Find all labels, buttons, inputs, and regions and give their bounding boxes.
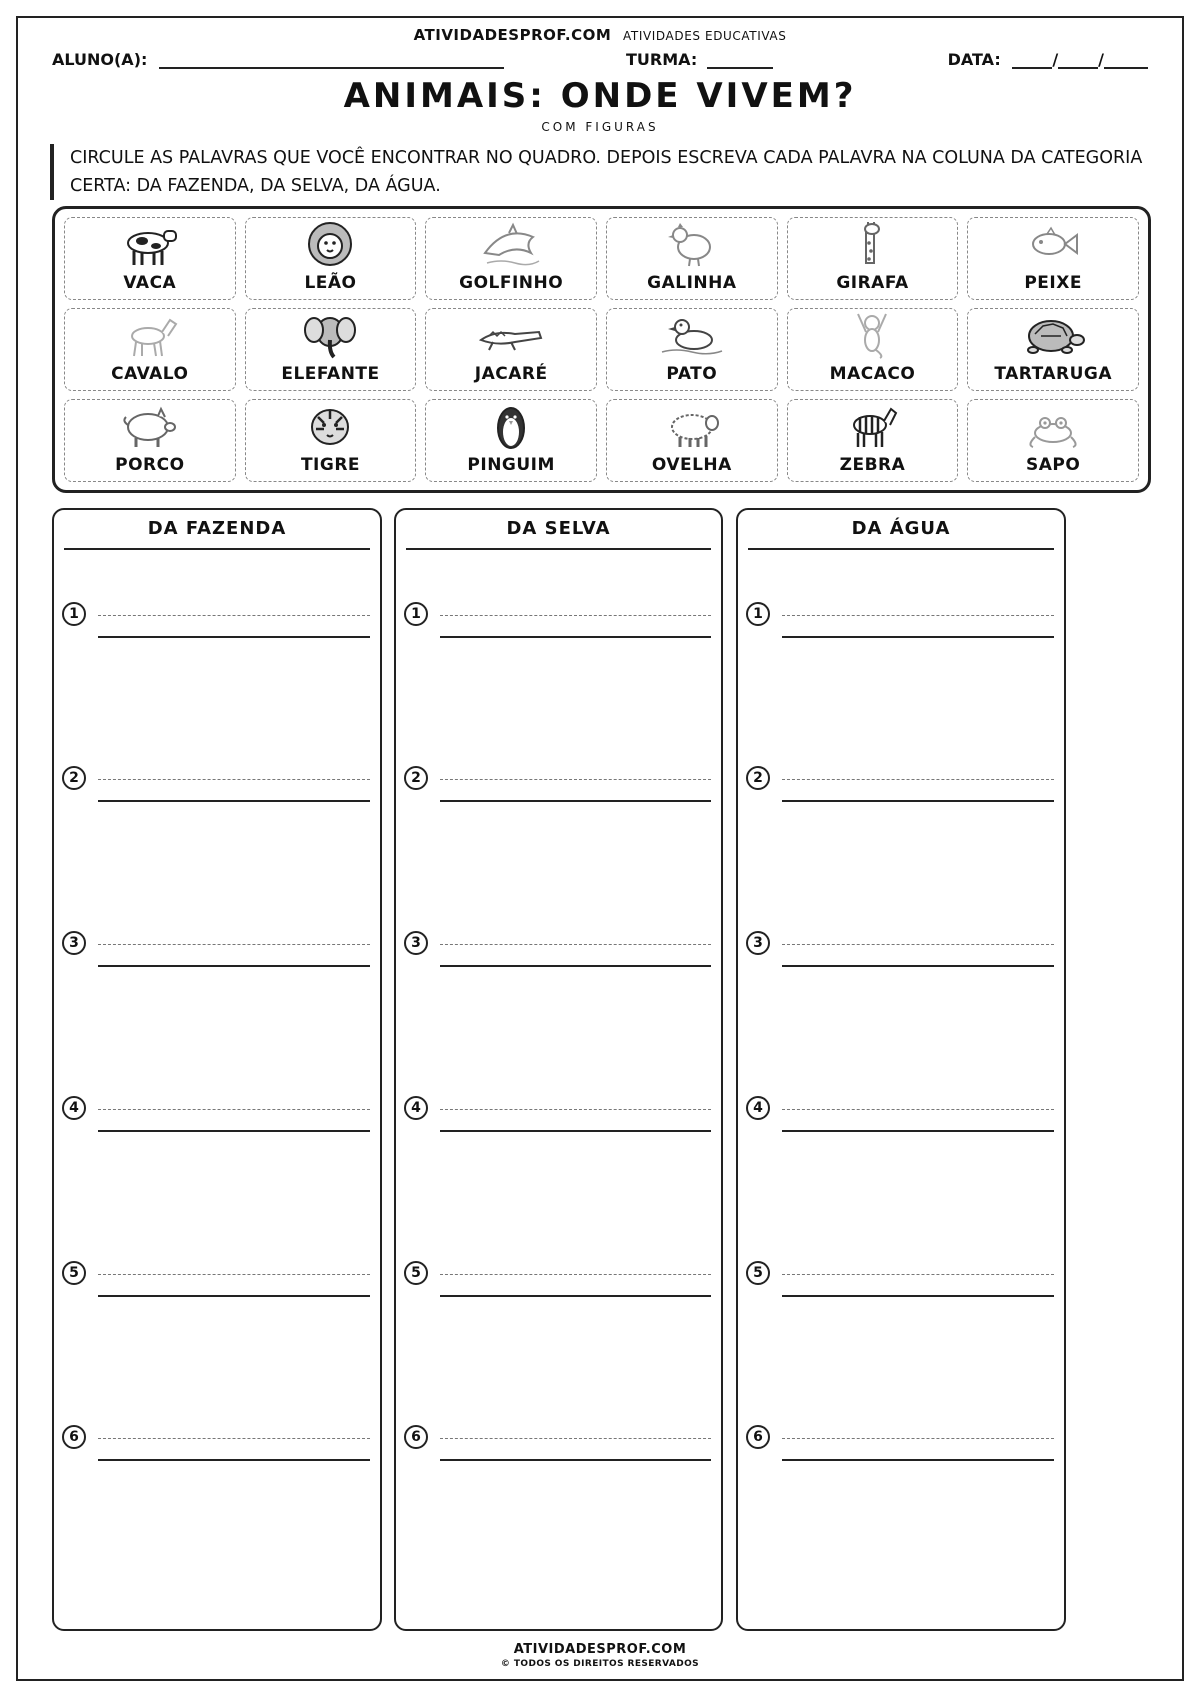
line-number-badge: 6 (62, 1425, 86, 1449)
footer-site: ATIVIDADESPROF.COM (513, 1642, 687, 1657)
zebra-icon (836, 401, 908, 451)
writing-baseline (440, 1295, 711, 1297)
answer-line[interactable] (62, 1096, 370, 1136)
answer-line[interactable] (404, 602, 711, 642)
monkey-icon (836, 310, 908, 360)
writing-baseline (440, 1130, 711, 1132)
answer-line[interactable] (746, 931, 1054, 971)
answer-line[interactable] (746, 1425, 1054, 1465)
line-number-badge: 4 (62, 1096, 86, 1120)
answer-line[interactable] (62, 931, 370, 971)
animal-word[interactable]: ZEBRA (839, 455, 906, 475)
date-separator: / (1098, 50, 1104, 69)
animal-card[interactable] (787, 399, 959, 482)
dashed-guide-line (98, 615, 370, 616)
student-label: ALUNO(A): (52, 50, 148, 69)
animal-word[interactable]: ELEFANTE (281, 364, 380, 384)
penguin-icon (475, 401, 547, 451)
page-title: ANIMAIS: ONDE VIVEM? (343, 76, 857, 116)
animal-card[interactable] (64, 308, 236, 391)
date-year-input[interactable] (1104, 51, 1148, 69)
line-number-badge: 6 (746, 1425, 770, 1449)
site-header (18, 26, 1182, 44)
animal-card[interactable] (606, 308, 778, 391)
writing-baseline (782, 800, 1054, 802)
line-number-badge: 1 (746, 602, 770, 626)
duck-icon (656, 310, 728, 360)
dashed-guide-line (782, 944, 1054, 945)
writing-baseline (782, 636, 1054, 638)
line-number-badge: 5 (746, 1261, 770, 1285)
category-title-underline (64, 548, 370, 550)
animal-word[interactable]: MACACO (829, 364, 916, 384)
writing-baseline (98, 1130, 370, 1132)
dashed-guide-line (440, 1274, 711, 1275)
animal-word[interactable]: PORCO (115, 455, 185, 475)
date-field (948, 50, 1148, 69)
answer-line[interactable] (404, 1425, 711, 1465)
animal-card[interactable] (967, 308, 1139, 391)
answer-line[interactable] (404, 1096, 711, 1136)
answer-line[interactable] (746, 1261, 1054, 1301)
animal-card[interactable] (425, 217, 597, 300)
animal-word[interactable]: TARTARUGA (994, 364, 1113, 384)
date-month-input[interactable] (1058, 51, 1098, 69)
instruction-text: CIRCULE AS PALAVRAS QUE VOCÊ ENCONTRAR NO QUADRO. DEPOIS ESCREVA CADA PALAVRA NA COLUNA DA CATEGORIA CERTA: DA FAZENDA, DA SELVA, DA ÁGUA. (50, 144, 1150, 200)
line-number-badge: 3 (62, 931, 86, 955)
animal-card[interactable] (606, 399, 778, 482)
answer-line[interactable] (62, 1261, 370, 1301)
page-subtitle: COM FIGURAS (541, 120, 659, 134)
page-footer (18, 1642, 1182, 1669)
writing-baseline (782, 1295, 1054, 1297)
writing-baseline (782, 1459, 1054, 1461)
answer-line[interactable] (62, 766, 370, 806)
line-number-badge: 1 (62, 602, 86, 626)
animal-word[interactable]: TIGRE (300, 455, 361, 475)
answer-line[interactable] (404, 1261, 711, 1301)
animal-card[interactable] (787, 217, 959, 300)
animal-card[interactable] (64, 399, 236, 482)
category-column (52, 508, 382, 1631)
dashed-guide-line (440, 1109, 711, 1110)
animal-word[interactable]: LEÃO (304, 273, 357, 293)
animal-card[interactable] (967, 399, 1139, 482)
dashed-guide-line (782, 1274, 1054, 1275)
dashed-guide-line (440, 615, 711, 616)
animal-word-grid (52, 206, 1151, 493)
category-columns (52, 508, 1151, 1631)
answer-line[interactable] (746, 1096, 1054, 1136)
animal-card[interactable] (606, 217, 778, 300)
writing-baseline (782, 1130, 1054, 1132)
animal-word[interactable]: CAVALO (111, 364, 189, 384)
category-title: DA SELVA (506, 518, 611, 539)
line-number-badge: 6 (404, 1425, 428, 1449)
writing-baseline (440, 800, 711, 802)
animal-card[interactable] (245, 399, 417, 482)
class-field (626, 50, 773, 69)
writing-baseline (98, 1459, 370, 1461)
writing-baseline (440, 965, 711, 967)
animal-card[interactable] (425, 399, 597, 482)
line-number-badge: 5 (62, 1261, 86, 1285)
writing-baseline (98, 965, 370, 967)
dashed-guide-line (98, 944, 370, 945)
site-name: ATIVIDADESPROF.COM (413, 26, 612, 44)
lion-icon (294, 219, 366, 269)
class-input[interactable] (707, 51, 773, 69)
dashed-guide-line (440, 1438, 711, 1439)
answer-line[interactable] (746, 766, 1054, 806)
category-title: DA FAZENDA (147, 518, 287, 539)
student-field (52, 50, 504, 69)
line-number-badge: 1 (404, 602, 428, 626)
dashed-guide-line (98, 1274, 370, 1275)
writing-baseline (440, 636, 711, 638)
writing-baseline (782, 965, 1054, 967)
date-separator: / (1052, 50, 1059, 69)
writing-baseline (98, 800, 370, 802)
category-title: DA ÁGUA (851, 518, 951, 539)
dashed-guide-line (98, 1438, 370, 1439)
dashed-guide-line (440, 944, 711, 945)
animal-card[interactable] (967, 217, 1139, 300)
animal-word[interactable]: OVELHA (651, 455, 732, 475)
line-number-badge: 2 (62, 766, 86, 790)
animal-card[interactable] (245, 308, 417, 391)
elephant-icon (294, 310, 366, 360)
sheep-icon (656, 401, 728, 451)
animal-word[interactable]: JACARÉ (474, 364, 548, 384)
date-day-input[interactable] (1012, 51, 1052, 69)
footer-copyright: © TODOS OS DIREITOS RESERVADOS (500, 1659, 700, 1669)
category-column (394, 508, 723, 1631)
category-title-underline (406, 548, 711, 550)
answer-line[interactable] (746, 602, 1054, 642)
fish-icon (1017, 219, 1089, 269)
worksheet-page (16, 16, 1184, 1681)
line-number-badge: 2 (404, 766, 428, 790)
answer-line[interactable] (62, 602, 370, 642)
animal-word[interactable]: PINGUIM (467, 455, 555, 475)
line-number-badge: 3 (746, 931, 770, 955)
date-label: DATA: (947, 50, 1001, 69)
answer-line[interactable] (404, 931, 711, 971)
answer-line[interactable] (62, 1425, 370, 1465)
animal-word[interactable]: VACA (123, 273, 177, 293)
line-number-badge: 4 (404, 1096, 428, 1120)
line-number-badge: 4 (746, 1096, 770, 1120)
animal-word[interactable]: GIRAFA (836, 273, 909, 293)
answer-line[interactable] (404, 766, 711, 806)
pig-icon (114, 401, 186, 451)
dashed-guide-line (782, 615, 1054, 616)
animal-card[interactable] (787, 308, 959, 391)
animal-word[interactable]: PEIXE (1024, 273, 1082, 293)
writing-baseline (98, 636, 370, 638)
dashed-guide-line (782, 779, 1054, 780)
category-column (736, 508, 1066, 1631)
animal-word[interactable]: SAPO (1026, 455, 1081, 475)
dashed-guide-line (782, 1109, 1054, 1110)
dolphin-icon (475, 219, 547, 269)
dashed-guide-line (440, 779, 711, 780)
writing-baseline (98, 1295, 370, 1297)
animal-word[interactable]: GOLFINHO (459, 273, 564, 293)
horse-icon (114, 310, 186, 360)
cow-icon (114, 219, 186, 269)
dashed-guide-line (98, 1109, 370, 1110)
dashed-guide-line (782, 1438, 1054, 1439)
writing-baseline (440, 1459, 711, 1461)
chicken-icon (656, 219, 728, 269)
line-number-badge: 3 (404, 931, 428, 955)
class-label: TURMA: (626, 50, 698, 69)
tiger-icon (294, 401, 366, 451)
student-name-input[interactable] (159, 51, 504, 69)
dashed-guide-line (98, 779, 370, 780)
alligator-icon (475, 310, 547, 360)
animal-card[interactable] (245, 217, 417, 300)
animal-word[interactable]: GALINHA (647, 273, 737, 293)
giraffe-icon (836, 219, 908, 269)
animal-card[interactable] (64, 217, 236, 300)
category-title-underline (748, 548, 1054, 550)
line-number-badge: 2 (746, 766, 770, 790)
animal-word[interactable]: PATO (666, 364, 718, 384)
line-number-badge: 5 (404, 1261, 428, 1285)
student-info-row (52, 50, 1148, 78)
animal-card[interactable] (425, 308, 597, 391)
turtle-icon (1017, 310, 1089, 360)
frog-icon (1017, 401, 1089, 451)
site-tagline: ATIVIDADES EDUCATIVAS (623, 29, 787, 43)
